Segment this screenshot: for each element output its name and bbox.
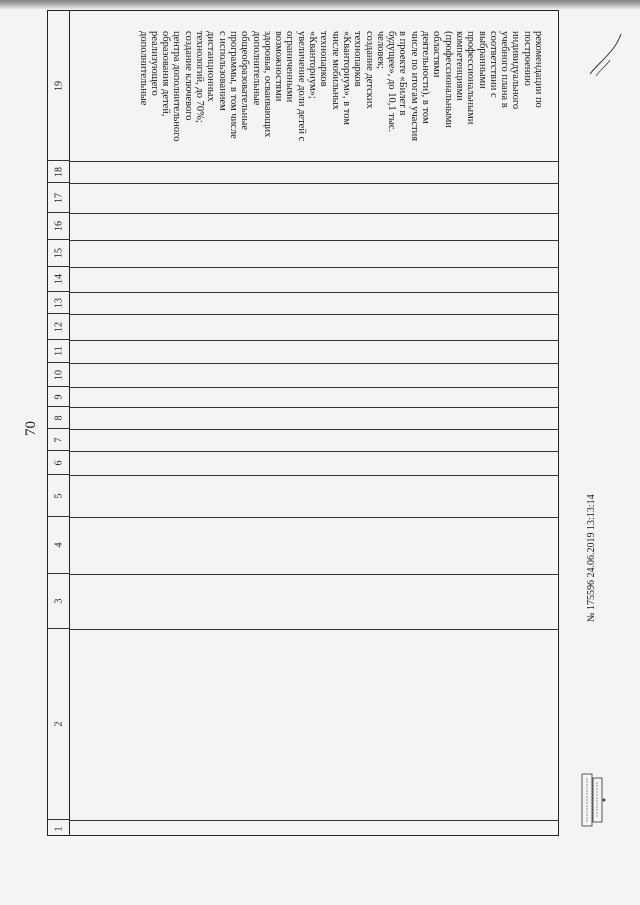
header-cell-12: 12 (48, 314, 70, 340)
text-line: с использованием (216, 31, 228, 111)
header-cell-2: 2 (48, 629, 70, 820)
grid-line (70, 574, 558, 575)
text-line: профессиональными (465, 31, 477, 125)
header-cell-15: 15 (48, 240, 70, 267)
text-line: технопарков (318, 31, 330, 87)
text-line: рекомендации по (533, 31, 544, 108)
text-line: технопарков (352, 31, 364, 87)
header-cell-16: 16 (48, 213, 70, 240)
text-line: индивидуального (510, 31, 522, 110)
scan-edge (0, 0, 640, 10)
header-cell-8: 8 (48, 407, 70, 429)
document-registration-footer: № 175596 24.06.2019 13:13:14 (586, 494, 597, 622)
text-line: дополнительные (250, 31, 262, 106)
header-cell-3: 3 (48, 574, 70, 629)
text-line: создание ключевого (182, 31, 194, 121)
text-line: центра дополнительного (171, 31, 183, 142)
text-line: человек; (374, 31, 386, 70)
table-header-row (48, 11, 70, 835)
text-line: числе мобильных (329, 31, 341, 110)
header-cell-1: 1 (53, 826, 65, 831)
text-line: ограниченными (284, 31, 296, 103)
text-line: выбранными (476, 31, 488, 89)
data-table (47, 10, 559, 836)
grid-line (70, 820, 558, 821)
text-line: создание детских (363, 31, 375, 109)
text-line: реализующего (148, 31, 160, 96)
header-cell-11: 11 (48, 340, 70, 363)
header-cell-13: 13 (48, 292, 70, 314)
text-line: деятельности), в том (420, 31, 432, 124)
column-19-text (137, 31, 544, 511)
header-cell-9: 9 (48, 387, 70, 407)
text-line: областями (431, 31, 443, 78)
text-line: компетенциями (453, 31, 465, 101)
header-cell-7: 7 (48, 429, 70, 451)
header-cell-18: 18 (48, 161, 70, 183)
text-line: будущее», до 10,1 тыс. (386, 31, 398, 133)
header-cell-5: 5 (48, 475, 70, 517)
signature-mark (586, 30, 626, 80)
text-line: построению (521, 31, 533, 86)
text-line: числе по итогам участия (408, 31, 420, 142)
header-cell-17: 17 (48, 183, 70, 213)
text-line: технологий, до 70%; (194, 31, 206, 123)
text-line: учебного плана в (499, 31, 511, 108)
text-line: увеличение доли детей с (295, 31, 307, 142)
text-line: общеобразовательные (239, 31, 251, 130)
header-cell-14: 14 (48, 267, 70, 292)
text-line: «Кванториум», в том (340, 31, 352, 125)
text-line: (профессиональными (442, 31, 454, 128)
header-cell-10: 10 (48, 363, 70, 387)
text-line: здоровья, осваивающих (261, 31, 273, 138)
text-line: соответствии с (487, 31, 499, 98)
text-line: программы, в том числе (227, 31, 239, 139)
header-cell-4: 4 (48, 517, 70, 574)
text-line: дополнительные (137, 31, 149, 106)
grid-line (70, 517, 558, 518)
registry-stamp (578, 770, 606, 830)
text-line: «Кванториум»; (307, 31, 319, 99)
column-19-lines (137, 31, 544, 511)
text-line: возможностями (273, 31, 285, 102)
page-number: 70 (23, 421, 39, 436)
text-line: образования детей, (160, 31, 172, 117)
grid-line (70, 629, 558, 630)
text-line: дистанционных (205, 31, 217, 102)
header-cell-19: 19 (48, 11, 70, 161)
text-line: в проекте «Билет в (397, 31, 409, 116)
header-cell-6: 6 (48, 451, 70, 475)
